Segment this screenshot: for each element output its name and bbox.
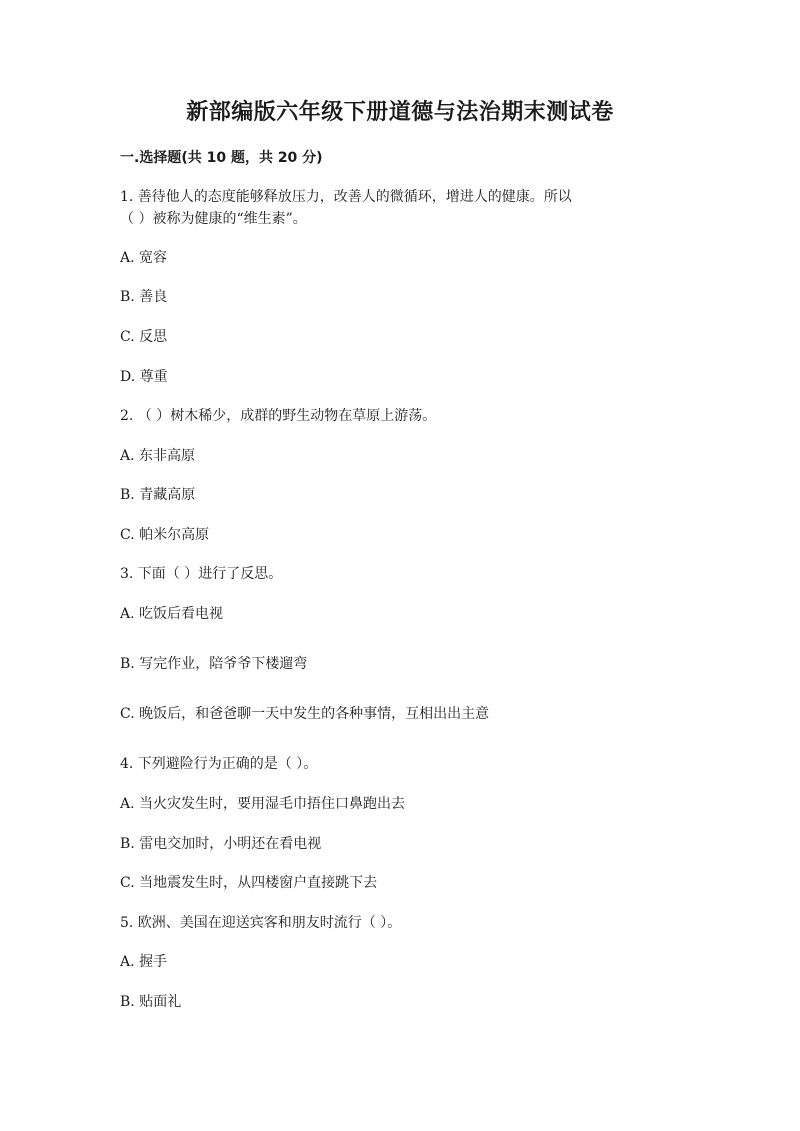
question-4-option-c: C. 当地震发生时，从四楼窗户直接跳下去 — [120, 875, 378, 891]
question-3-option-a: A. 吃饭后看电视 — [120, 606, 224, 622]
question-1-option-d: D. 尊重 — [120, 369, 168, 385]
question-3-option-c: C. 晚饭后，和爸爸聊一天中发生的各种事情，互相出出主意 — [120, 706, 490, 722]
question-1-stem-line-1: 1. 善待他人的态度能够释放压力，改善人的微循环，增进人的健康。所以 — [120, 189, 572, 205]
question-5-stem: 5. 欧洲、美国在迎送宾客和朋友时流行（ ）。 — [120, 915, 402, 931]
question-1-stem-line-2: （ ）被称为健康的“维生素”。 — [120, 211, 307, 227]
section-heading: 一.选择题(共 10 题，共 20 分) — [120, 150, 323, 166]
page-title: 新部编版六年级下册道德与法治期末测试卷 — [186, 100, 614, 125]
question-1-option-c: C. 反思 — [120, 329, 168, 345]
question-2-option-a: A. 东非高原 — [120, 448, 196, 464]
question-1-option-a: A. 宽容 — [120, 250, 168, 266]
question-1-option-b: B. 善良 — [120, 289, 168, 305]
question-3-option-b: B. 写完作业，陪爷爷下楼遛弯 — [120, 656, 308, 672]
question-2-option-c: C. 帕米尔高原 — [120, 527, 210, 543]
question-5-option-a: A. 握手 — [120, 954, 168, 970]
question-3-stem: 3. 下面（ ）进行了反思。 — [120, 566, 283, 582]
question-5-option-b: B. 贴面礼 — [120, 994, 182, 1010]
question-4-option-a: A. 当火灾发生时，要用湿毛巾捂住口鼻跑出去 — [120, 796, 406, 812]
question-4-stem: 4. 下列避险行为正确的是（ ）。 — [120, 756, 318, 772]
question-4-option-b: B. 雷电交加时，小明还在看电视 — [120, 836, 322, 852]
question-2-option-b: B. 青藏高原 — [120, 487, 196, 503]
question-2-stem: 2. （ ）树木稀少，成群的野生动物在草原上游荡。 — [120, 408, 437, 424]
